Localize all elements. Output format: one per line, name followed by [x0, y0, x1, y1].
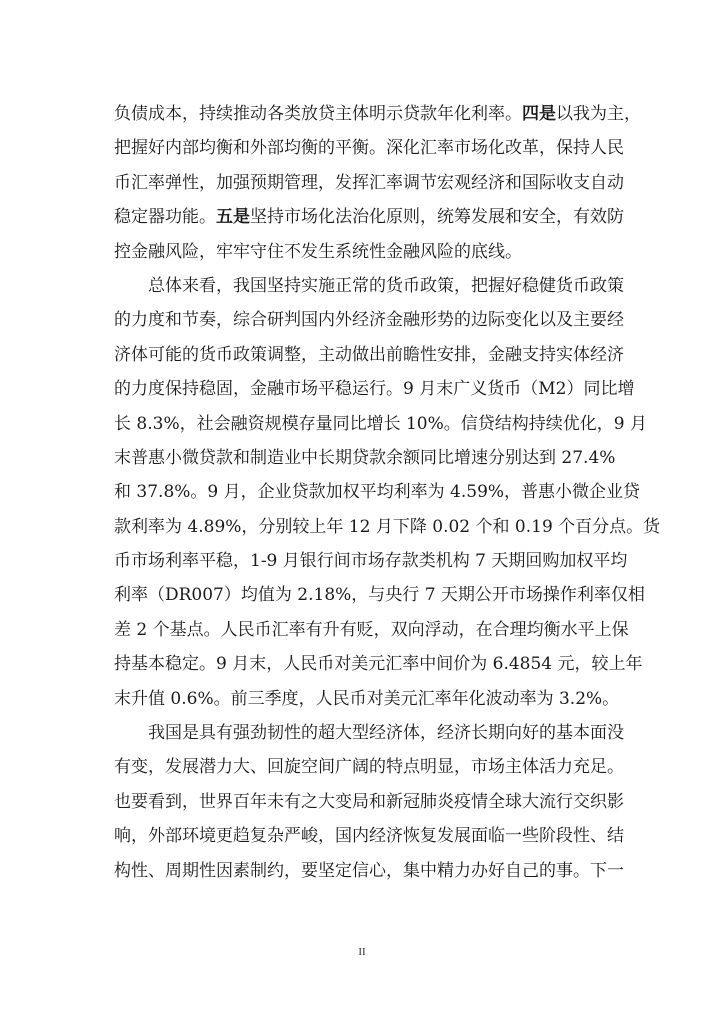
- paragraph-2: [114, 269, 661, 716]
- text-line: 我国是具有强劲韧性的超大型经济体，经济长期向好的基本面没: [148, 723, 624, 744]
- text-line: 有变，发展潜力大、回旋空间广阔的特点明显，市场主体活力充足。: [114, 757, 624, 778]
- text-line: 持基本稳定。9 月末，人民币对美元汇率中间价为 6.4854 元，较上年: [114, 654, 643, 675]
- bold-keyword: 四是: [522, 104, 556, 124]
- page-number: II: [358, 946, 366, 958]
- text-line: 币汇率弹性，加强预期管理，发挥汇率调节宏观经济和国际收支自动: [114, 172, 624, 193]
- paragraph-1: [114, 97, 641, 269]
- bold-keyword: 五是: [216, 207, 250, 228]
- text-line: 和 37.8%。9 月，企业贷款加权平均利率为 4.59%，普惠小微企业贷: [114, 482, 641, 503]
- text-line: 的力度保持稳固，金融市场平稳运行。9 月末广义货币（M2）同比增: [114, 379, 635, 400]
- text-line: 末普惠小微贷款和制造业中长期贷款余额同比增速分别达到 27.4%: [114, 447, 616, 468]
- text-line: 差 2 个基点。人民币汇率有升有贬，双向浮动，在合理均衡水平上保: [114, 619, 629, 640]
- text-line: 构性、周期性因素制约，要坚定信心，集中精力办好自己的事。下一: [114, 860, 624, 881]
- text-line: 把握好内部均衡和外部均衡的平衡。深化汇率市场化改革，保持人民: [114, 138, 624, 159]
- text-line: 币市场利率平稳，1-9 月银行间市场存款类机构 7 天期回购加权平均: [114, 551, 628, 572]
- text-line: 稳定器功能。五是坚持市场化法治化原则，统筹发展和安全，有效防: [114, 207, 624, 228]
- text-line: 也要看到，世界百年未有之大变局和新冠肺炎疫情全球大流行交织影: [114, 791, 624, 812]
- text-line: 利率（DR007）均值为 2.18%，与央行 7 天期公开市场操作利率仅相: [114, 585, 645, 606]
- text-line: 济体可能的货币政策调整，主动做出前瞻性安排，金融支持实体经济: [114, 344, 624, 365]
- text-line: 总体来看，我国坚持实施正常的货币政策，把握好稳健货币政策: [148, 275, 624, 296]
- text-line: 响，外部环境更趋复杂严峻，国内经济恢复发展面临一些阶段性、结: [114, 826, 624, 847]
- paragraph-3: [114, 716, 624, 888]
- text-line: 负债成本，持续推动各类放贷主体明示贷款年化利率。四是以我为主，: [114, 104, 641, 124]
- text-line: 的力度和节奏，综合研判国内外经济金融形势的边际变化以及主要经: [114, 310, 624, 331]
- text-line: 末升值 0.6%。前三季度，人民币对美元汇率年化波动率为 3.2%。: [114, 688, 620, 709]
- body-text: [114, 97, 661, 888]
- text-line: 长 8.3%，社会融资规模存量同比增长 10%。信贷结构持续优化，9 月: [114, 413, 648, 434]
- text-line: 款利率为 4.89%，分别较上年 12 月下降 0.02 个和 0.19 个百分点。货: [114, 516, 661, 537]
- text-line: 控金融风险，牢牢守住不发生系统性金融风险的底线。: [114, 241, 522, 262]
